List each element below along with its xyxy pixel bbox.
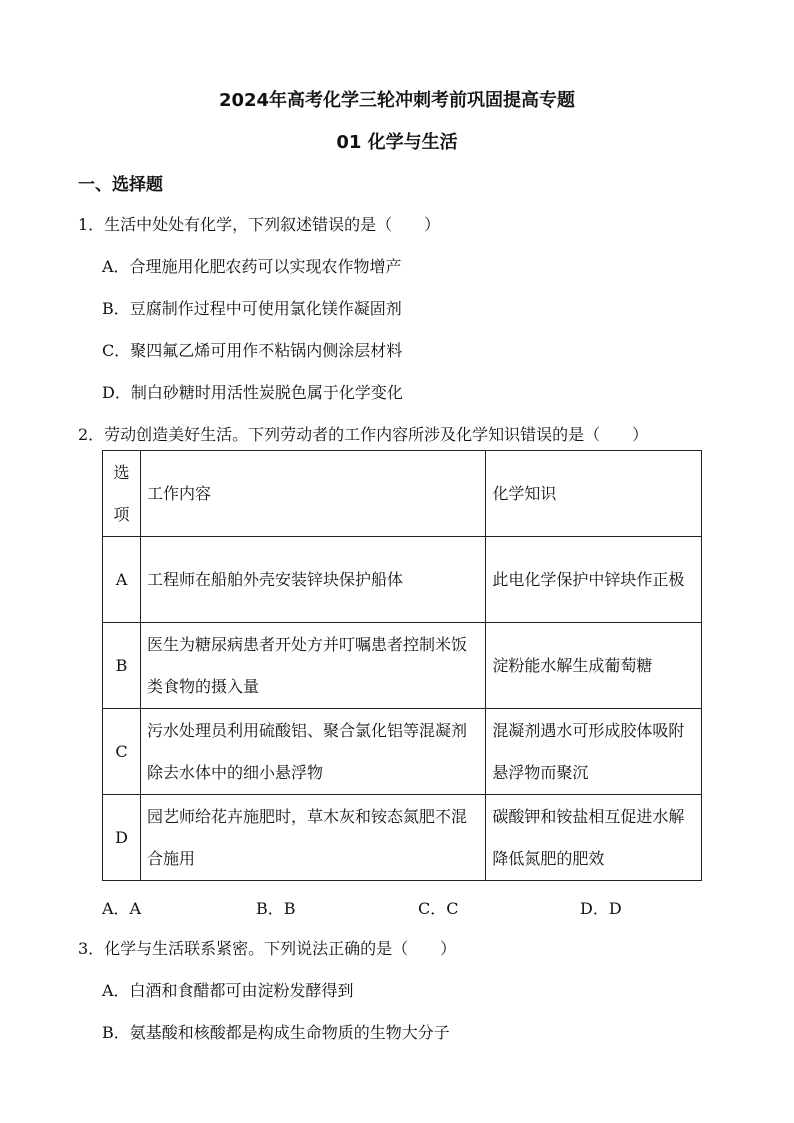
table-cell-option: C	[103, 709, 141, 795]
table-cell-work: 医生为糖尿病患者开处方并叮嘱患者控制米饭类食物的摄入量	[140, 623, 485, 709]
question-1-option-c: C．聚四氟乙烯可用作不粘锅内侧涂层材料	[102, 341, 403, 360]
table-cell-knowledge: 碳酸钾和铵盐相互促进水解降低氮肥的肥效	[486, 795, 702, 881]
table-row	[103, 623, 702, 709]
question-1-option-d: D．制白砂糖时用活性炭脱色属于化学变化	[102, 383, 403, 402]
table-header-row	[103, 451, 702, 537]
question-2-table	[102, 450, 702, 881]
table-header-work: 工作内容	[140, 451, 485, 537]
table-row	[103, 709, 702, 795]
table-cell-knowledge: 混凝剂遇水可形成胶体吸附悬浮物而聚沉	[486, 709, 702, 795]
choice-d: D．D	[580, 899, 622, 918]
table-cell-knowledge: 此电化学保护中锌块作正极	[486, 537, 702, 623]
question-1-option-a: A．合理施用化肥农药可以实现农作物增产	[102, 257, 402, 276]
table-cell-option: A	[103, 537, 141, 623]
question-3-option-a: A．白酒和食醋都可由淀粉发酵得到	[102, 981, 354, 1000]
page-title: 2024年高考化学三轮冲刺考前巩固提高专题	[218, 90, 576, 111]
table-row	[103, 795, 702, 881]
question-2-stem: 2．劳动创造美好生活。下列劳动者的工作内容所涉及化学知识错误的是（ ）	[78, 425, 649, 444]
choice-b: B．B	[256, 899, 296, 918]
table-cell-option: D	[103, 795, 141, 881]
choice-c: C．C	[418, 899, 459, 918]
table-cell-work: 污水处理员利用硫酸铝、聚合氯化铝等混凝剂除去水体中的细小悬浮物	[140, 709, 485, 795]
page-subtitle: 01 化学与生活	[336, 132, 458, 153]
table-cell-work: 工程师在船舶外壳安装锌块保护船体	[140, 537, 485, 623]
table-header-option: 选项	[103, 451, 141, 537]
question-1-stem: 1．生活中处处有化学，下列叙述错误的是（ ）	[78, 215, 441, 234]
table-cell-knowledge: 淀粉能水解生成葡萄糖	[486, 623, 702, 709]
section-heading: 一、选择题	[78, 175, 163, 195]
question-3-option-b: B．氨基酸和核酸都是构成生命物质的生物大分子	[102, 1023, 450, 1042]
table-cell-option: B	[103, 623, 141, 709]
question-3-stem: 3．化学与生活联系紧密。下列说法正确的是（ ）	[78, 939, 457, 958]
choice-a: A．A	[102, 899, 142, 918]
question-1-option-b: B．豆腐制作过程中可使用氯化镁作凝固剂	[102, 299, 402, 318]
table-cell-work: 园艺师给花卉施肥时，草木灰和铵态氮肥不混合施用	[140, 795, 485, 881]
table-row	[103, 537, 702, 623]
table-header-knowledge: 化学知识	[486, 451, 702, 537]
